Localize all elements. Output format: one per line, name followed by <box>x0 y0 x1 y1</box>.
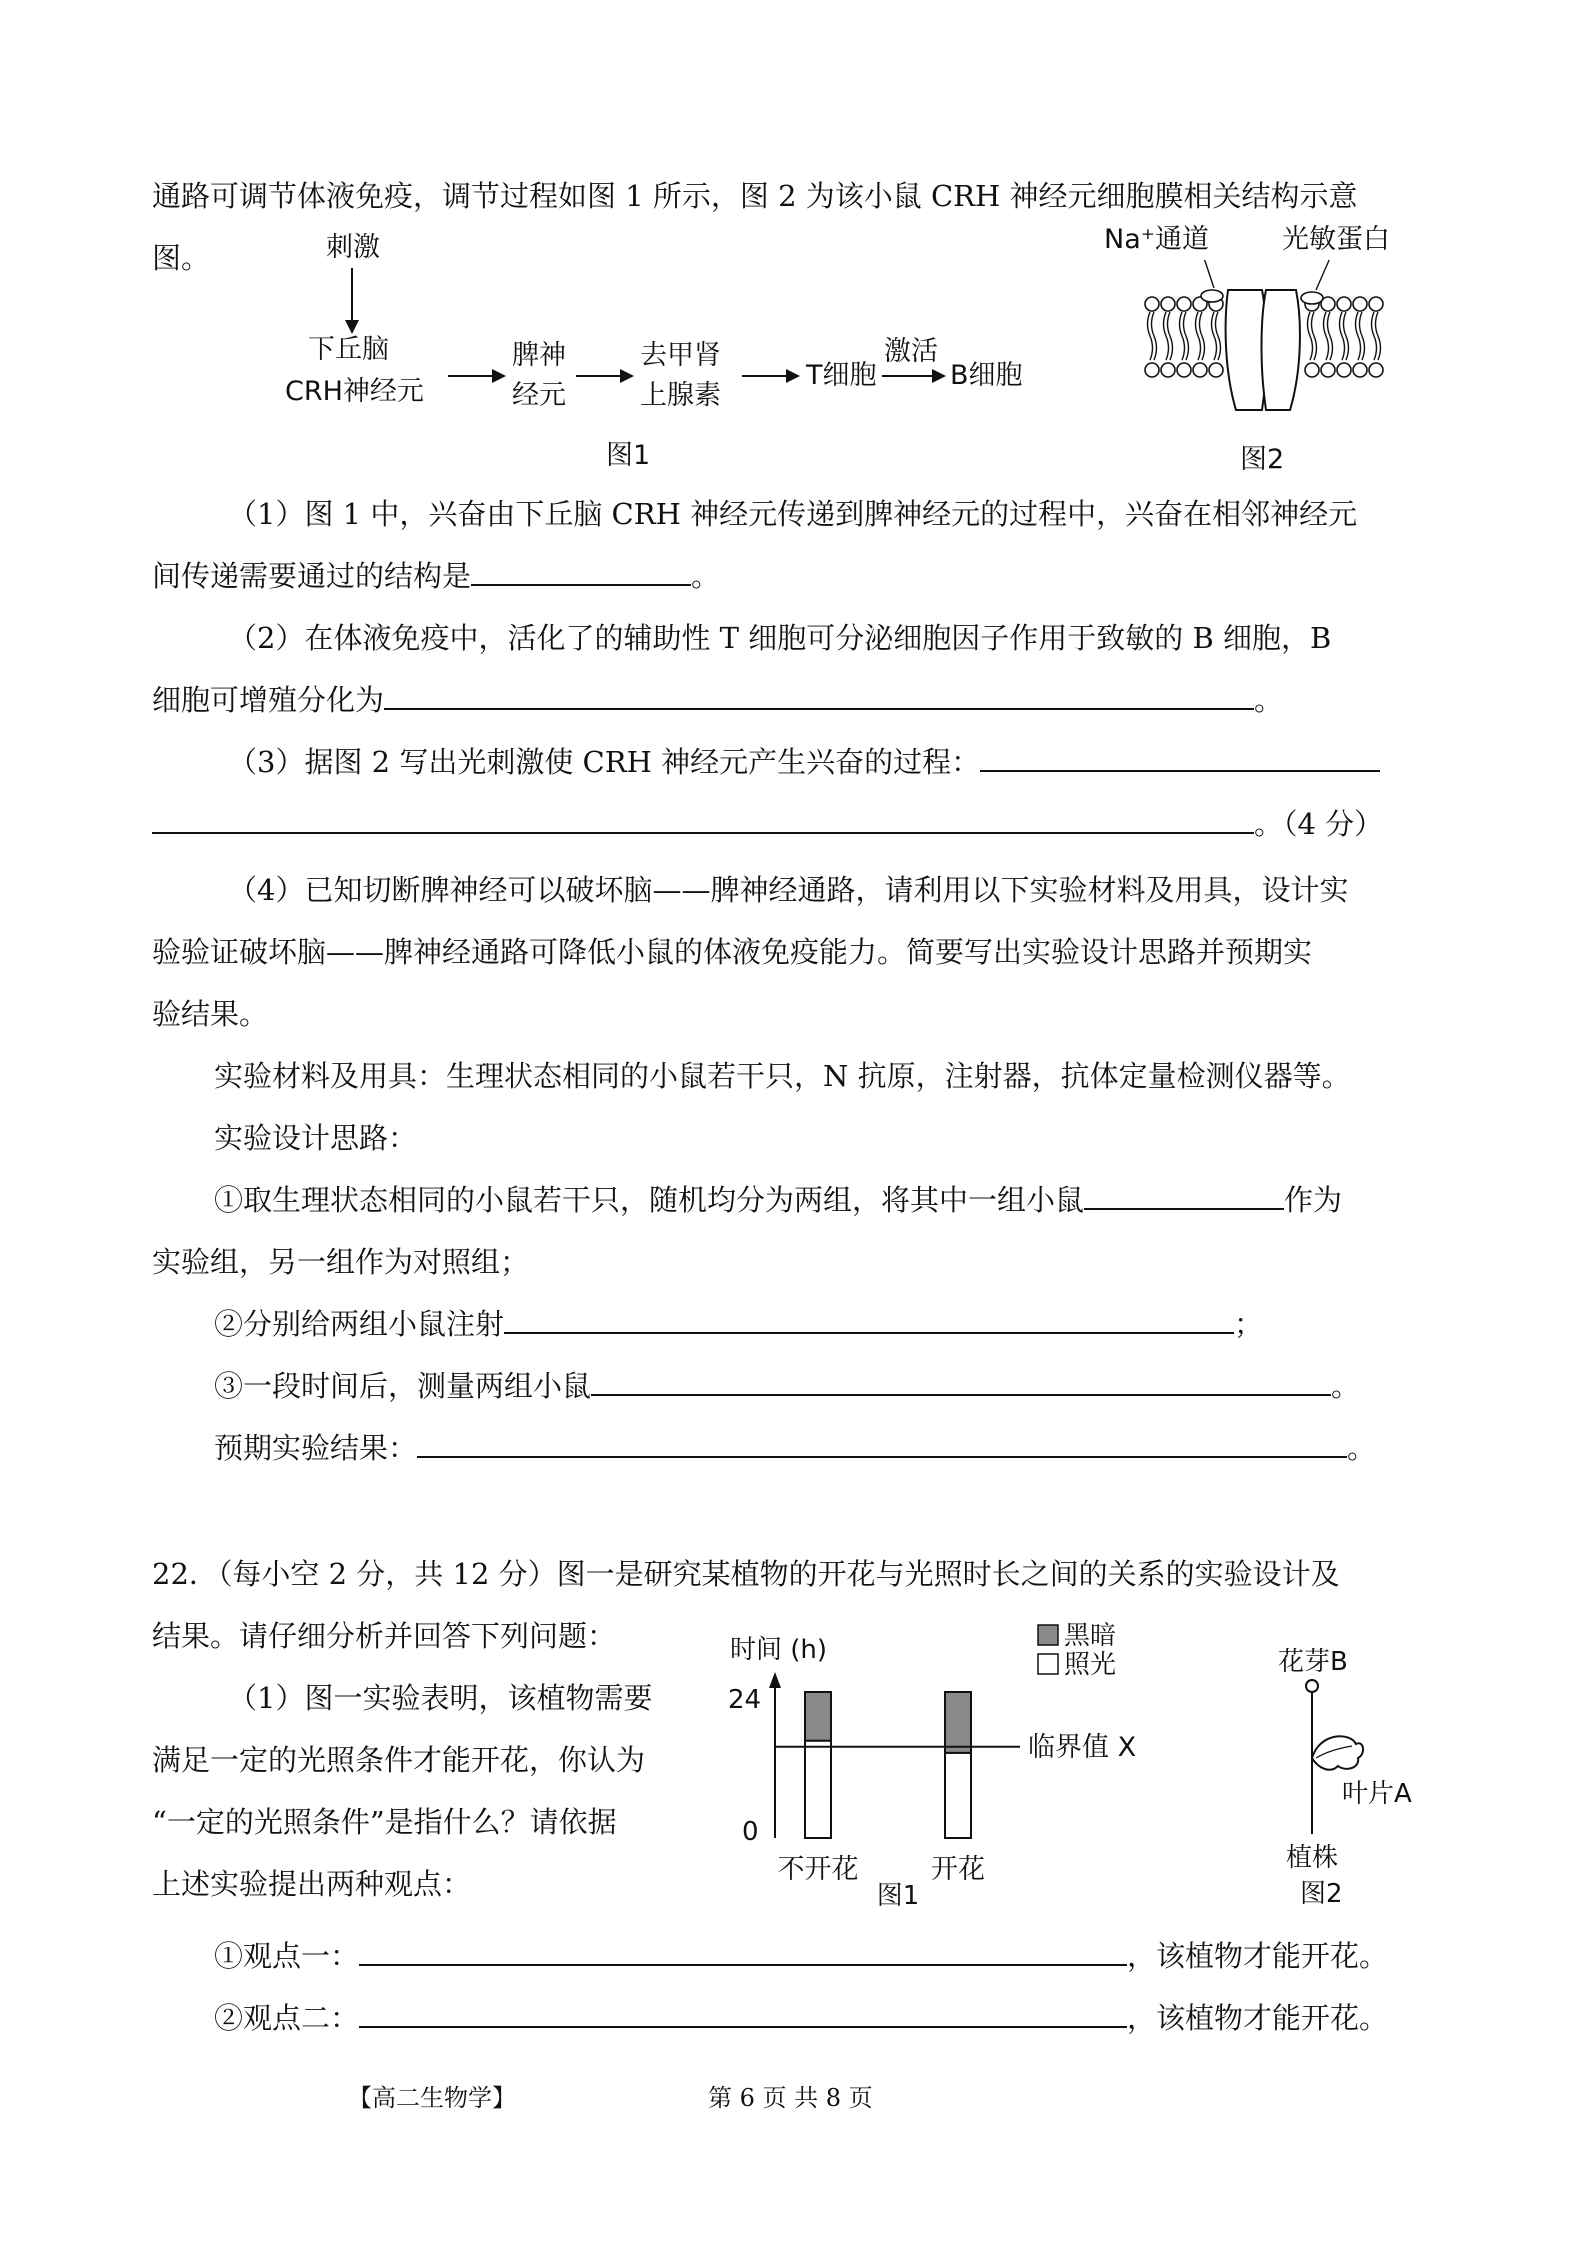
q21-step2-line <box>214 1304 1263 1344</box>
q22-line5: “一定的光照条件”是指什么？请依据 <box>152 1805 617 1839</box>
q22-view2-end: ，该植物才能开花。 <box>1127 2001 1389 2035</box>
q21-step1-line-b: 实验组，另一组作为对照组； <box>152 1245 530 1279</box>
fig1-activate-label: 激活 <box>884 336 938 367</box>
q21-expected-answer-blank[interactable] <box>417 1428 1347 1458</box>
legend-dark-swatch <box>1038 1625 1058 1645</box>
fig1-arrow-1 <box>448 366 508 386</box>
footer-subject: 【高二生物学】 <box>348 2084 516 2112</box>
q21-sub4-line-c: 验结果。 <box>152 997 269 1031</box>
fig1-node1-a: 下丘脑 <box>308 334 389 365</box>
cell-membrane-diagram <box>1140 260 1390 440</box>
q22-view2-line <box>214 1998 1388 2038</box>
leaf-icon <box>1312 1736 1363 1769</box>
fig1-node2-b: 经元 <box>512 380 566 411</box>
legend-light-swatch <box>1038 1654 1058 1674</box>
plant-bud-label: 花芽B <box>1278 1647 1348 1677</box>
q21-step2-end: ； <box>1234 1307 1264 1341</box>
q21-materials: 实验材料及用具：生理状态相同的小鼠若干只，N 抗原，注射器，抗体定量检测仪器等。 <box>214 1059 1351 1093</box>
fig1-stimulus: 刺激 <box>326 232 380 263</box>
bar2-category-label: 开花 <box>931 1854 985 1885</box>
q21-expected-end: 。 <box>1347 1431 1377 1465</box>
plant-diagram <box>1260 1640 1460 1910</box>
q21-sub4-line-b: 验验证破坏脑——脾神经通路可降低小鼠的体液免疫能力。简要写出实验设计思路并预期实 <box>152 935 1313 969</box>
fig1-arrow-activate <box>882 366 948 386</box>
q21-sub2-line-b <box>152 680 1283 720</box>
fig1-arrow-3 <box>742 366 802 386</box>
q21-sub1-line-b <box>152 556 720 596</box>
fig1-node5: B细胞 <box>950 360 1023 391</box>
fig1-arrow-2 <box>576 366 636 386</box>
q21-sub3-end: 。（4 分） <box>1254 807 1384 841</box>
q21-intro-line1: 通路可调节体液免疫，调节过程如图 1 所示，图 2 为该小鼠 CRH 神经元细胞膜相关结构示意 <box>152 179 1358 213</box>
chart-y-top-label: 24 <box>728 1685 762 1715</box>
q21-sub2-line-a: （2）在体液免疫中，活化了的辅助性 T 细胞可分泌细胞因子作用于致敏的 B 细胞，B <box>228 621 1332 655</box>
q21-expected-line <box>214 1428 1376 1468</box>
q22-line2: 结果。请仔细分析并回答下列问题： <box>152 1619 617 1653</box>
q21-step3-line <box>214 1366 1360 1406</box>
q21-sub1-text: 间传递需要通过的结构是 <box>152 559 472 593</box>
fig1-caption: 图1 <box>606 440 651 471</box>
bar-light-1 <box>805 1741 831 1838</box>
q22-bar-chart <box>720 1608 1240 1908</box>
q21-sub3-text: （3）据图 2 写出光刺激使 CRH 神经元产生兴奋的过程： <box>228 745 981 779</box>
fig2-caption: 图2 <box>1240 444 1285 475</box>
q22-view1-answer-blank[interactable] <box>359 1936 1127 1966</box>
q21-sub3-line-a <box>228 742 1380 782</box>
fig1-down-arrow <box>340 268 364 336</box>
bar-light-2 <box>945 1753 971 1838</box>
q21-design-title: 实验设计思路： <box>214 1121 418 1155</box>
fig1-node3-b: 上腺素 <box>640 380 721 411</box>
q21-step1-line-a <box>214 1180 1342 1220</box>
q21-step1-answer-blank[interactable] <box>1084 1180 1284 1210</box>
q21-sub2-end: 。 <box>1254 683 1284 717</box>
bar1-category-label: 不开花 <box>777 1854 859 1885</box>
fig2-na-channel-label: Na⁺通道 <box>1104 224 1209 255</box>
q21-sub1-line-a: （1）图 1 中，兴奋由下丘脑 CRH 神经元传递到脾神经元的过程中，兴奋在相邻神经元 <box>228 497 1358 531</box>
q21-sub1-end: 。 <box>691 559 721 593</box>
chart-y-axis-arrow <box>769 1672 781 1688</box>
q21-sub4-line-a: （4）已知切断脾神经可以破坏脑——脾神经通路，请利用以下实验材料及用具，设计实 <box>228 873 1349 907</box>
bar-dark-2 <box>945 1692 971 1753</box>
q22-line1: 22．（每小空 2 分，共 12 分）图一是研究某植物的开花与光照时长之间的关系的实验设计及 <box>152 1557 1340 1591</box>
q22-view1-end: ，该植物才能开花。 <box>1127 1939 1389 1973</box>
q22-view1-text: ①观点一： <box>214 1939 360 1973</box>
q21-intro-line2: 图。 <box>152 241 211 275</box>
bar-dark-1 <box>805 1692 831 1741</box>
q22-line4: 满足一定的光照条件才能开花，你认为 <box>152 1743 646 1777</box>
q21-sub3-line-b <box>152 804 1383 844</box>
plant-label: 植株 <box>1286 1843 1339 1873</box>
q21-step2-text: ②分别给两组小鼠注射 <box>214 1307 505 1341</box>
legend-dark-label: 黑暗 <box>1064 1621 1117 1651</box>
chart-caption: 图1 <box>876 1881 920 1908</box>
fig1-node4: T细胞 <box>806 360 877 391</box>
q22-view2-text: ②观点二： <box>214 2001 360 2035</box>
plant-leaf-label: 叶片A <box>1342 1779 1412 1809</box>
q22-view1-line <box>214 1936 1388 1976</box>
plant-caption: 图2 <box>1300 1879 1343 1909</box>
q21-step2-answer-blank[interactable] <box>504 1304 1234 1334</box>
fig1-node3-a: 去甲肾 <box>640 340 721 371</box>
flower-bud-icon <box>1306 1680 1318 1692</box>
q21-sub2-text: 细胞可增殖分化为 <box>152 683 385 717</box>
q21-step3-end: 。 <box>1331 1369 1361 1403</box>
q21-step1-text: ①取生理状态相同的小鼠若干只，随机均分为两组，将其中一组小鼠 <box>214 1183 1085 1217</box>
fig1-node1-b: CRH神经元 <box>285 376 424 407</box>
q21-step3-answer-blank[interactable] <box>591 1366 1331 1396</box>
q21-sub3-answer-blank-1[interactable] <box>980 742 1380 772</box>
chart-ylabel: 时间 (h) <box>730 1635 828 1665</box>
q21-step3-text: ③一段时间后，测量两组小鼠 <box>214 1369 592 1403</box>
q21-sub2-answer-blank[interactable] <box>384 680 1254 710</box>
q22-view2-answer-blank[interactable] <box>359 1998 1127 2028</box>
q22-line6: 上述实验提出两种观点： <box>152 1867 472 1901</box>
footer-page-number: 第 6 页 共 8 页 <box>708 2084 873 2112</box>
q21-sub3-answer-blank-2[interactable] <box>152 804 1254 834</box>
fig2-photo-protein-label: 光敏蛋白 <box>1282 224 1390 255</box>
legend-light-label: 照光 <box>1064 1650 1117 1680</box>
q22-line3: （1）图一实验表明，该植物需要 <box>228 1681 653 1715</box>
chart-y-zero-label: 0 <box>742 1817 759 1847</box>
q21-step1-text-end: 作为 <box>1284 1183 1343 1217</box>
fig1-node2-a: 脾神 <box>512 340 566 371</box>
threshold-label: 临界值 X <box>1028 1731 1137 1763</box>
q21-expected-text: 预期实验结果： <box>214 1431 418 1465</box>
q21-sub1-answer-blank[interactable] <box>471 556 691 586</box>
